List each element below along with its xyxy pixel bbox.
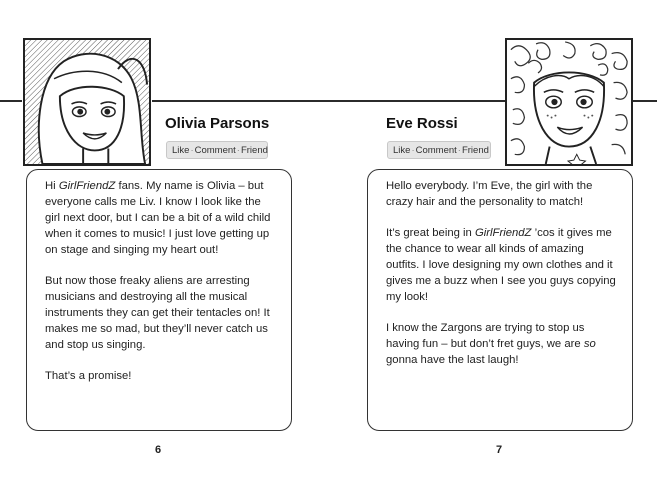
text: Hi (45, 180, 59, 192)
separator: · (190, 145, 194, 156)
profile-name-olivia: Olivia Parsons (165, 115, 270, 132)
profile-actions-eve (387, 141, 491, 159)
profile-actions-olivia (166, 141, 268, 159)
profile-name-eve: Eve Rossi (386, 115, 458, 132)
separator: · (457, 145, 461, 156)
text-italic: GirlFriendZ (58, 180, 116, 192)
text: I know the Zargons are trying to stop us having fun – but don’t fret guys, we are (386, 322, 585, 350)
post-paragraph: That’s a promise! (45, 370, 132, 382)
friend-link[interactable]: Friend (461, 145, 489, 156)
post-paragraph (386, 320, 616, 368)
text: gonna have the last laugh! (386, 354, 519, 366)
page-number-right: 7 (496, 444, 503, 456)
post-box-eve (367, 169, 633, 431)
text: It’s great being in (386, 227, 475, 239)
comment-link[interactable]: Comment (194, 145, 236, 156)
header-rule-left (0, 100, 22, 102)
olivia-portrait (23, 38, 151, 166)
girl-ponytail-portrait-icon (25, 40, 149, 164)
friend-link[interactable]: Friend (240, 145, 268, 156)
text: ’cos it gives me the chance to wear all kinds of amazing outfits. I love designing my own clothes and it gives me a buzz when I see you guys copying my look! (386, 227, 616, 303)
like-link[interactable]: Like (172, 145, 190, 156)
header-rule-right (631, 100, 657, 102)
post-paragraph: Hello everybody. I’m Eve, the girl with the crazy hair and the personality to match! (386, 180, 593, 208)
girl-curly-hair-portrait-icon (507, 40, 631, 164)
post-paragraph: But now those freaky aliens are arresting musicians and destroying all the musical instruments they can get their tentacles on! It makes me so mad, but they’ll never catch us and stop us singing. (45, 275, 270, 351)
page-number-left: 6 (155, 444, 162, 456)
text-italic: so (583, 338, 596, 350)
separator: · (236, 145, 240, 156)
like-link[interactable]: Like (393, 145, 411, 156)
text: fans. My name is Olivia – but everyone calls me Liv. I know I look like the girl next door, but I can be a bit of a wild child when it comes to music! I just love getting up on stage and singing my heart out! (45, 180, 271, 256)
eve-portrait (505, 38, 633, 166)
text-italic: GirlFriendZ (474, 227, 532, 239)
separator: · (411, 145, 415, 156)
post-box-olivia (26, 169, 292, 431)
header-rule-middle (152, 100, 505, 102)
post-paragraph (45, 178, 275, 258)
comment-link[interactable]: Comment (415, 145, 457, 156)
post-paragraph (386, 225, 616, 305)
